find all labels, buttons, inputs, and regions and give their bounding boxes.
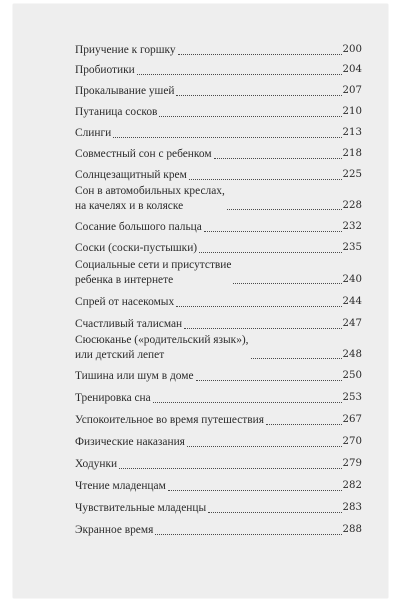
- toc-entry-title: Ходунки: [75, 458, 118, 470]
- toc-entry-title: Совместный сон с ребенком: [75, 148, 212, 160]
- toc-leader-dots: [189, 178, 342, 180]
- toc-entry-title: Социальные сети и присутствие ребенка в интернете: [75, 259, 232, 286]
- toc-entry-page: 240: [342, 273, 362, 285]
- toc-entry-page: 204: [342, 64, 362, 75]
- toc-entry-title: Спрей от насекомых: [75, 296, 175, 308]
- toc-entry-title: Приучение к горшку: [75, 44, 176, 56]
- toc-entry-page: 207: [342, 85, 362, 96]
- toc-entry-title: Тренировка сна: [75, 392, 151, 404]
- toc-entry-title: Сосание большого пальца: [75, 221, 202, 233]
- toc-entry: [75, 391, 362, 406]
- toc-leader-dots: [233, 282, 341, 284]
- toc-entry-title: Чтение младенцам: [75, 480, 166, 492]
- toc-entry-page: 213: [342, 127, 362, 138]
- toc-leader-dots: [184, 327, 341, 329]
- toc-entry-title: Путаница сосков: [75, 106, 158, 118]
- toc-leader-dots: [113, 136, 341, 138]
- toc-entry: [75, 241, 362, 256]
- toc-entry: [75, 333, 362, 362]
- book-page: [13, 4, 388, 598]
- toc-entry-title: Экранное время: [75, 524, 154, 536]
- toc-entry: [75, 63, 362, 78]
- toc-entry-page: 283: [342, 502, 362, 513]
- toc-entry-page: 218: [342, 148, 362, 159]
- toc-entry-title: Сюсюканье («родительский язык»), или детский лепет: [75, 334, 249, 361]
- toc-entry-page: 279: [342, 458, 362, 469]
- toc-leader-dots: [137, 73, 342, 75]
- toc-leader-dots: [196, 379, 342, 381]
- toc-entry-page: 244: [342, 296, 362, 307]
- toc-entry-title: Слинги: [75, 127, 112, 139]
- toc-entry: [75, 220, 362, 235]
- toc-entry-page: 225: [342, 169, 362, 180]
- toc-entry: [75, 317, 362, 332]
- toc-entry: [75, 126, 362, 141]
- toc-entry-title: Солнцезащитный крем: [75, 169, 187, 181]
- toc-entry: [75, 435, 362, 450]
- toc-leader-dots: [178, 53, 342, 55]
- toc-leader-dots: [208, 511, 341, 513]
- toc-entry-page: 210: [342, 106, 362, 117]
- toc-entry: [75, 43, 362, 58]
- toc-entry-title: Сон в автомобильных креслах, на качелях и в коляске: [75, 185, 225, 212]
- toc-entry: [75, 523, 362, 538]
- toc-entry-title: Пробиотики: [75, 64, 135, 76]
- toc-leader-dots: [266, 423, 342, 425]
- toc-entry: [75, 295, 362, 310]
- toc-entry-page: 200: [342, 44, 362, 55]
- toc-entry-title: Счастливый талисман: [75, 318, 183, 330]
- toc-entry: [75, 168, 362, 183]
- toc-entry-title: Тишина или шум в доме: [75, 370, 194, 382]
- toc-leader-dots: [119, 467, 341, 469]
- toc-entry: [75, 184, 362, 213]
- toc-entry: [75, 258, 362, 287]
- toc-entry-page: 253: [342, 392, 362, 403]
- toc-entry-title: Соски (соски-пустышки): [75, 242, 198, 254]
- toc-leader-dots: [176, 94, 341, 96]
- toc-entry-page: 247: [342, 318, 362, 329]
- toc-leader-dots: [187, 445, 342, 447]
- toc-entry-page: 282: [342, 480, 362, 491]
- toc-leader-dots: [214, 157, 342, 159]
- toc-entry: [75, 501, 362, 516]
- toc-entry-title: Прокалывание ушей: [75, 85, 175, 97]
- toc-entry-page: 288: [342, 524, 362, 535]
- toc-entry-page: 270: [342, 436, 362, 447]
- toc-entry-page: 235: [342, 242, 362, 253]
- toc-entry-title: Чувствительные младенцы: [75, 502, 207, 514]
- toc-leader-dots: [155, 533, 341, 535]
- toc-entry-page: 228: [342, 199, 362, 211]
- toc-leader-dots: [153, 401, 342, 403]
- toc-leader-dots: [176, 305, 341, 307]
- toc-entry-title: Успокоительное во время путешествия: [75, 414, 264, 426]
- toc-entry-page: 232: [342, 221, 362, 232]
- toc-entry-title: Физические наказания: [75, 436, 185, 448]
- toc-entry: [75, 413, 362, 428]
- toc-entry: [75, 147, 362, 162]
- toc-entry: [75, 105, 362, 120]
- toc-leader-dots: [251, 357, 342, 359]
- toc-entry: [75, 84, 362, 99]
- toc-leader-dots: [204, 230, 342, 232]
- toc-leader-dots: [168, 489, 342, 491]
- toc-leader-dots: [227, 208, 342, 210]
- toc-entry: [75, 457, 362, 472]
- toc-leader-dots: [159, 115, 341, 117]
- toc-entry-page: 250: [342, 370, 362, 381]
- toc-entry-page: 248: [342, 348, 362, 360]
- toc-entry: [75, 479, 362, 494]
- toc-leader-dots: [199, 251, 341, 253]
- toc-entry-page: 267: [342, 414, 362, 425]
- toc-entry: [75, 369, 362, 384]
